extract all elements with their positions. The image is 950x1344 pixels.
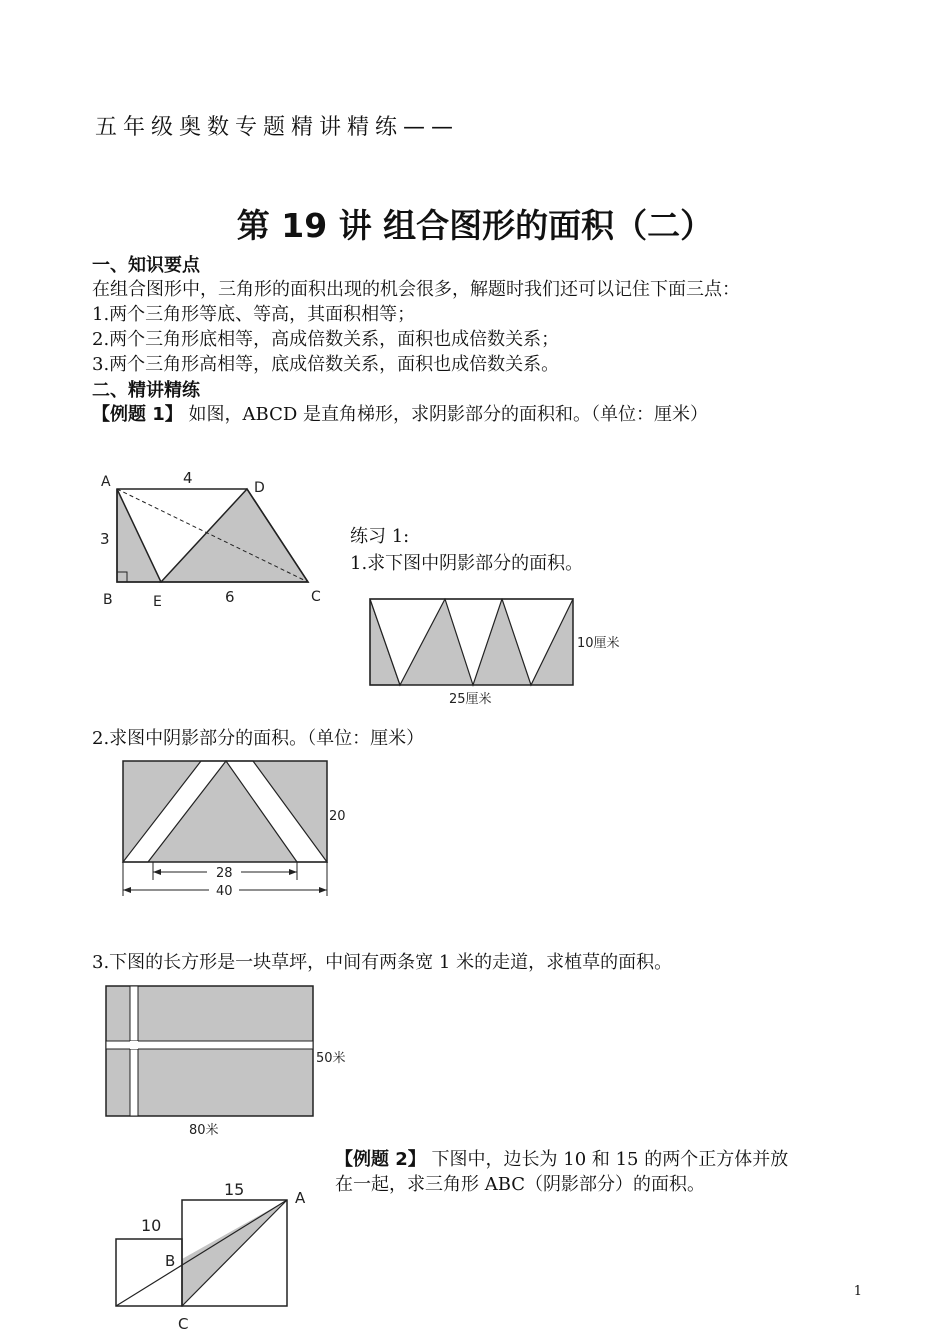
knowledge-point-1: 1.两个三角形等底、等高，其面积相等； — [92, 304, 416, 325]
example-1-label: 【例题 1】 — [92, 404, 183, 425]
label-point-a: A — [295, 1189, 306, 1207]
q2-arrow-inner-right — [289, 869, 297, 875]
section-knowledge-heading: 一、知识要点 — [92, 255, 200, 276]
example-2-statement-line1 — [335, 1145, 788, 1171]
practice-q2: 2.求图中阴影部分的面积。（单位：厘米） — [92, 728, 425, 749]
series-title: 五年级奥数专题精讲精练—— — [95, 115, 460, 140]
label-bottom-6: 6 — [225, 588, 235, 606]
label-b: B — [103, 592, 113, 608]
example-2-text-line2: 在一起，求三角形 ABC（阴影部分）的面积。 — [335, 1174, 706, 1195]
example-2-label: 【例题 2】 — [335, 1149, 426, 1170]
q1-width-label: 25厘米 — [449, 692, 492, 707]
label-c: C — [311, 589, 321, 605]
practice-q1-figure — [365, 593, 635, 710]
practice-1-heading: 练习 1: — [350, 526, 410, 547]
knowledge-point-2: 2.两个三角形底相等，高成倍数关系，面积也成倍数关系； — [92, 329, 560, 350]
q3-width-label: 80米 — [189, 1123, 219, 1138]
q1-height-label: 10厘米 — [577, 636, 620, 651]
practice-1-q1: 1.求下图中阴影部分的面积。 — [350, 553, 584, 574]
q3-height-label: 50米 — [316, 1051, 346, 1066]
small-square — [116, 1239, 182, 1306]
label-point-b: B — [165, 1252, 176, 1270]
q2-arrow-outer-left — [123, 887, 131, 893]
example-1-text: 如图，ABCD 是直角梯形，求阴影部分的面积和。（单位：厘米） — [182, 404, 709, 425]
example-2-figure — [105, 1175, 335, 1344]
practice-q3: 3.下图的长方形是一块草坪，中间有两条宽 1 米的走道，求植草的面积。 — [92, 952, 673, 973]
q2-inner-label: 28 — [216, 866, 233, 881]
q2-outer-label: 40 — [216, 884, 233, 899]
example-1-statement — [92, 400, 708, 426]
label-large-side: 15 — [224, 1180, 245, 1199]
practice-q2-figure — [115, 756, 365, 904]
knowledge-intro: 在组合图形中，三角形的面积出现的机会很多，解题时我们还可以记住下面三点： — [92, 279, 740, 300]
example-2-text-line1: 下图中，边长为 10 和 15 的两个正方体并放 — [425, 1149, 789, 1170]
practice-q3-figure — [100, 980, 360, 1142]
label-left-3: 3 — [100, 530, 110, 548]
section-practice-heading: 二、精讲精练 — [92, 380, 200, 401]
lecture-title: 第 19 讲 组合图形的面积（二） — [236, 206, 714, 245]
label-d: D — [254, 480, 265, 496]
shaded-triangle-dec — [161, 489, 308, 582]
label-point-c: C — [178, 1315, 189, 1333]
label-top-4: 4 — [183, 469, 193, 487]
q2-arrow-inner-left — [153, 869, 161, 875]
q3-vertical-path — [130, 986, 138, 1116]
q3-path-cross — [130, 1041, 138, 1049]
q2-height-label: 20 — [329, 809, 346, 824]
example-1-figure — [95, 468, 335, 613]
q2-arrow-outer-right — [319, 887, 327, 893]
label-small-side: 10 — [141, 1216, 162, 1235]
label-a: A — [101, 474, 111, 490]
knowledge-point-3: 3.两个三角形高相等，底成倍数关系，面积也成倍数关系。 — [92, 354, 560, 375]
page-number: 1 — [853, 1284, 862, 1299]
shaded-triangle-abe — [117, 489, 161, 582]
label-e: E — [153, 594, 162, 610]
